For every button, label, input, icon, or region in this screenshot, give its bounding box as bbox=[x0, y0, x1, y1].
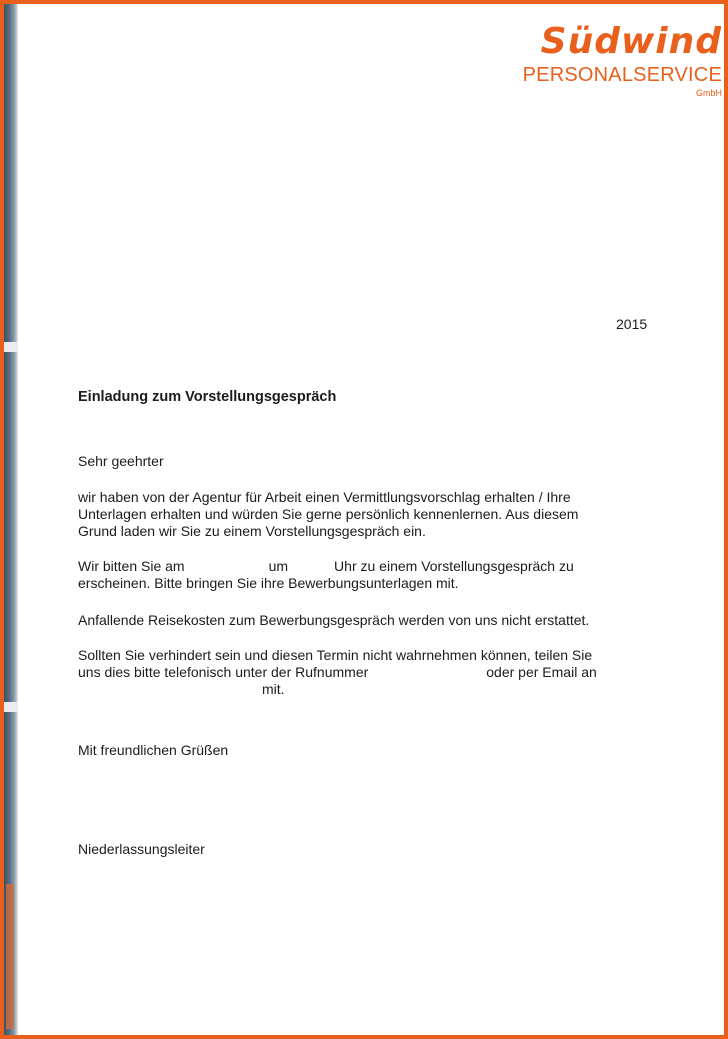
paragraph-line: mit. bbox=[262, 681, 285, 697]
paragraph-line: erscheinen. Bitte bringen Sie ihre Bewerbungsunterlagen mit. bbox=[78, 575, 459, 591]
letter-closing: Mit freundlichen Grüßen bbox=[78, 742, 229, 758]
paragraph-line: Sollten Sie verhindert sein und diesen Termin nicht wahrnehmen können, teilen Sie bbox=[78, 647, 593, 663]
paragraph-intro bbox=[78, 489, 578, 540]
paragraph-line: Grund laden wir Sie zu einem Vorstellungsgespräch ein. bbox=[78, 523, 426, 539]
paragraph-appointment bbox=[78, 558, 574, 592]
letter-subject: Einladung zum Vorstellungsgespräch bbox=[78, 389, 337, 405]
logo-legal-form: GmbH bbox=[695, 88, 722, 98]
scan-mark bbox=[6, 884, 14, 1029]
paragraph-travel-costs: Anfallende Reisekosten zum Bewerbungsgespräch werden von uns nicht erstattet. bbox=[78, 612, 590, 628]
signature-title: Niederlassungsleiter bbox=[78, 841, 205, 857]
paragraph-line: Unterlagen erhalten und würden Sie gerne persönlich kennenlernen. Aus diesem bbox=[78, 506, 579, 522]
scan-edge bbox=[4, 4, 18, 1035]
paragraph-contact bbox=[78, 647, 597, 698]
appointment-text-c: Uhr zu einem Vorstellungsgespräch zu bbox=[334, 558, 574, 574]
paragraph-line: wir haben von der Agentur für Arbeit einen Vermittlungsvorschlag erhalten / Ihre bbox=[78, 489, 571, 505]
company-logo bbox=[507, 22, 722, 102]
appointment-text-b: um bbox=[268, 558, 289, 574]
letter-date-year: 2015 bbox=[616, 316, 648, 332]
scan-notch bbox=[4, 702, 18, 712]
logo-brand: Südwind bbox=[540, 21, 722, 62]
contact-text-b: oder per Email an bbox=[486, 664, 597, 680]
scan-notch bbox=[4, 342, 18, 352]
appointment-text-a: Wir bitten Sie am bbox=[78, 558, 185, 574]
logo-subtitle: PERSONALSERVICE bbox=[522, 64, 722, 86]
paragraph-line bbox=[78, 664, 597, 681]
letter-salutation: Sehr geehrter bbox=[78, 453, 164, 469]
contact-text-a: uns dies bitte telefonisch unter der Rufnummer bbox=[78, 664, 369, 680]
paragraph-line bbox=[78, 558, 574, 575]
